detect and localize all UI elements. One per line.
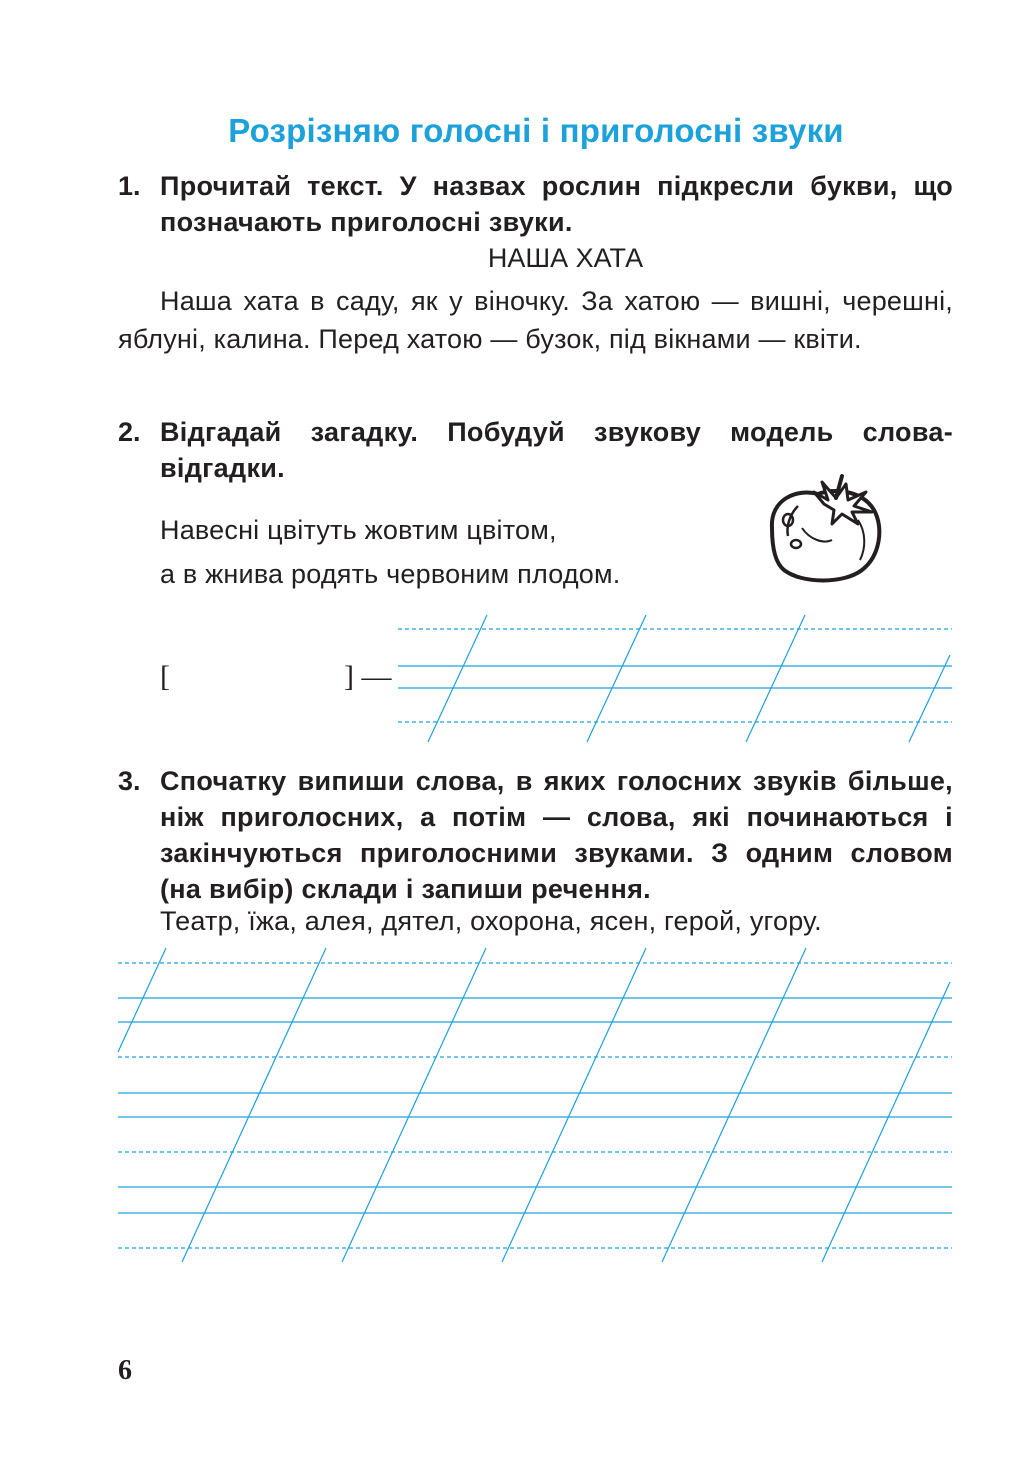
task-1-number: 1. bbox=[118, 171, 141, 201]
word-list: Театр, їжа, алея, дятел, охорона, ясен, герой, угору. bbox=[160, 906, 822, 936]
task-1-text: Прочитай текст. У назвах рослин підкресли букви, що позначають приголосні звуки. bbox=[160, 171, 953, 237]
task-3-number: 3. bbox=[118, 766, 141, 796]
page-title: Розрізняю голосні і приголосні звуки bbox=[228, 112, 844, 149]
task-2-text: Відгадай загадку. Побудуй звукову модель слова-відгадки. bbox=[160, 417, 953, 483]
task-3-text: Спочатку випиши слова, в яких голосних звуків більше, ніж приголосних, а потім — слова, які починаються і закінчуються приголосними звуками. З одним словом (на вибір) склади і запиши речення. bbox=[160, 766, 953, 904]
page-number: 6 bbox=[118, 1355, 132, 1386]
riddle-line-1: Навесні цвітуть жовтим цвітом, bbox=[160, 515, 557, 545]
task-2-number: 2. bbox=[118, 417, 141, 447]
bracket-open: [ bbox=[160, 660, 170, 693]
bracket-close: ] — bbox=[344, 660, 392, 693]
story-title: НАША ХАТА bbox=[487, 243, 644, 273]
story-text: Наша хата в саду, як у віночку. За хатою — вишні, черешні, яблуні, калина. Перед хатою — бузок, під вікнами — квіти. bbox=[118, 286, 953, 354]
riddle-line-2: а в жнива родять червоним плодом. bbox=[160, 559, 621, 589]
